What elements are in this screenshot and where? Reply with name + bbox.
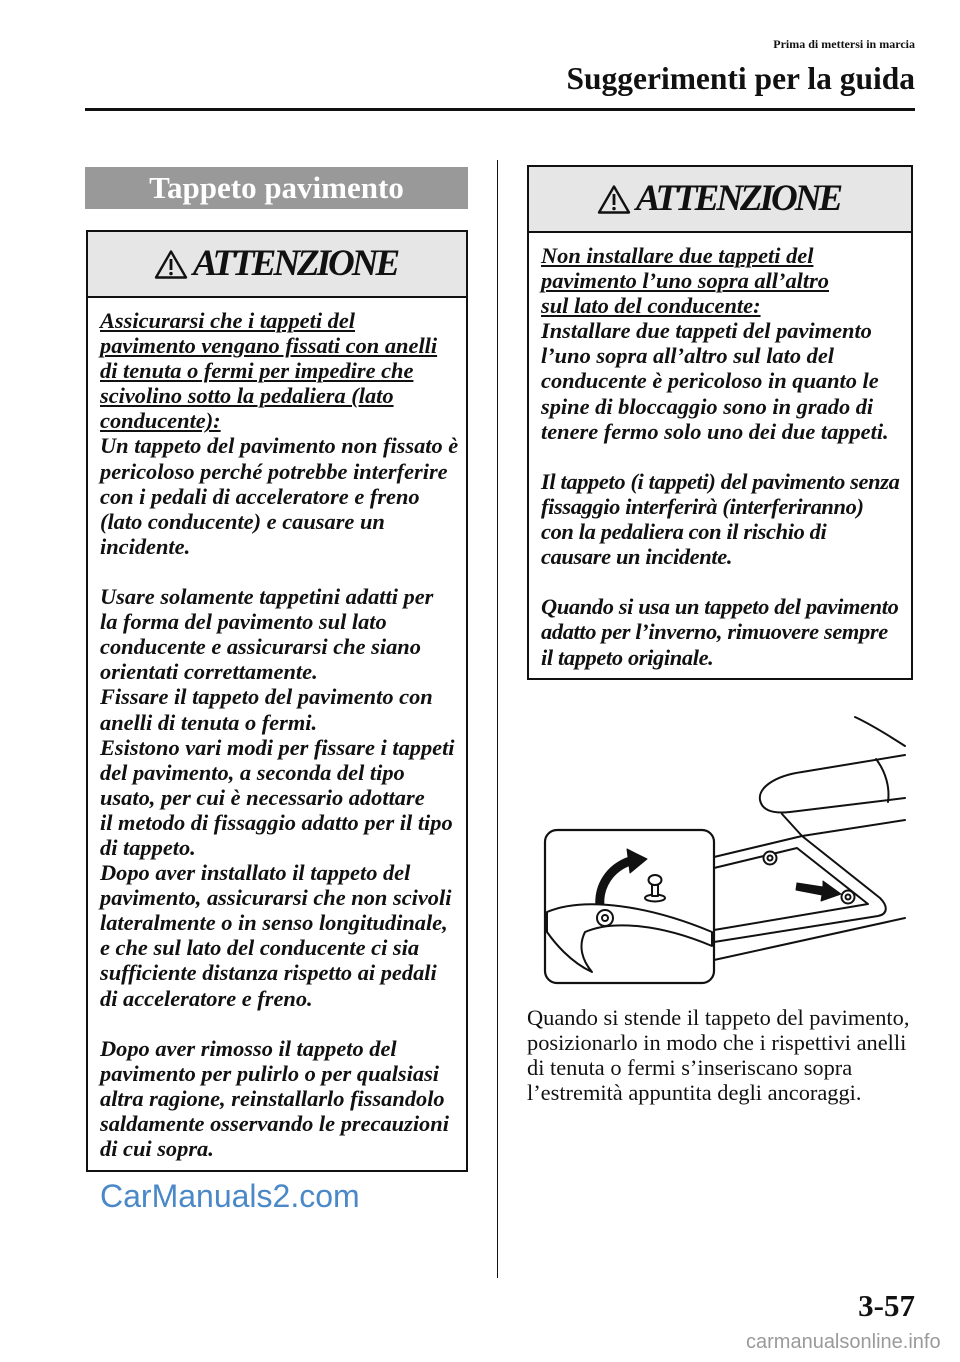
mat-grommet: [597, 910, 613, 926]
warning-subject-line: di tenuta o fermi per impedire che: [100, 358, 414, 384]
warning-title: ATTENZIONE: [192, 243, 398, 284]
warning-paragraph: [100, 308, 466, 559]
warning-text-line: fissaggio interferirà (interferiranno): [541, 493, 864, 519]
warning-text-line: pericoloso perché potrebbe interferire: [100, 458, 448, 484]
warning-text-line: spine di bloccaggio sono in grado di: [541, 393, 874, 419]
warning-subject-line: Non installare due tappeti del: [541, 243, 814, 268]
warning-paragraph: [100, 1036, 466, 1161]
warning-text-line: di tappeto.: [100, 834, 196, 860]
warning-text-line: anelli di tenuta o fermi.: [100, 709, 318, 735]
warning-text-line: tenere fermo solo uno dei due tappeti.: [541, 418, 889, 444]
caption-line: l’estremità appuntita degli ancoraggi.: [527, 1080, 862, 1106]
warning-text-line: causare un incidente.: [541, 544, 733, 570]
warning-subject-line: pavimento l’uno sopra all’altro: [541, 268, 829, 294]
warning-paragraph: [541, 594, 911, 669]
footer-site-watermark: carmanualsonline.info: [746, 1331, 941, 1353]
warning-text-line: il metodo di fissaggio adatto per il tipo: [100, 809, 453, 835]
warning-text-line: del pavimento, a seconda del tipo: [100, 759, 405, 785]
warning-text-line: conducente e assicurarsi che siano: [100, 634, 421, 660]
warning-text-line: Dopo aver installato il tappeto del: [100, 860, 411, 886]
warning-text-line: pavimento per pulirlo o per qualsiasi: [100, 1060, 439, 1086]
warning-text-line: con la pedaliera con il rischio di: [541, 519, 827, 545]
warning-text-line: l’uno sopra all’altro sul lato del: [541, 343, 834, 369]
warning-paragraph: [541, 243, 911, 444]
left-warning-box: [86, 230, 468, 1172]
caption-line: Quando si stende il tappeto del pavimento,: [527, 1005, 910, 1030]
warning-text-line: lateralmente o in senso longitudinale,: [100, 910, 448, 936]
page-number: 3-57: [858, 1288, 915, 1323]
warning-subject-line: conducente):: [100, 408, 221, 434]
warning-title: ATTENZIONE: [635, 178, 841, 219]
warning-text-line: usato, per cui è necessario adottare: [100, 784, 425, 810]
warning-body: [529, 233, 911, 670]
warning-text-line: adatto per l’inverno, rimuovere sempre: [541, 619, 888, 645]
warning-text-line: sufficiente distanza rispetto ai pedali: [100, 960, 437, 986]
warning-text-line: Dopo aver rimosso il tappeto del: [100, 1035, 397, 1061]
floor-mat-illustration: [540, 710, 910, 990]
warning-text-line: saldamente osservando le precauzioni: [100, 1111, 449, 1136]
warning-text-line: incidente.: [100, 533, 191, 559]
column-divider: [497, 160, 498, 1278]
warning-text-line: Un tappeto del pavimento non fissato è: [100, 433, 459, 459]
warning-text-line: Usare solamente tappetini adatti per: [100, 584, 434, 610]
warning-text-line: Quando si usa un tappeto del pavimento: [541, 594, 899, 620]
warning-text-line: Esistono vari modi per fissare i tappeti: [100, 734, 455, 760]
warning-text-line: altra ragione, reinstallarlo fissandolo: [100, 1085, 445, 1111]
page-title: Suggerimenti per la guida: [566, 61, 915, 96]
warning-text-line: pavimento, assicurarsi che non scivoli: [100, 885, 452, 911]
caption-line: di tenuta o fermi s’inseriscano sopra: [527, 1055, 853, 1081]
warning-triangle-icon: [597, 184, 631, 215]
mat-grommet: [842, 891, 855, 904]
warning-text-line: con i pedali di acceleratore e freno: [100, 483, 420, 509]
watermark-text: CarManuals2.com: [100, 1178, 360, 1214]
warning-text-line: Installare due tappeti del pavimento: [541, 318, 872, 344]
warning-text-line: Il tappeto (i tappeti) del pavimento senza: [541, 468, 900, 494]
illustration-caption: [527, 1005, 909, 1105]
warning-text-line: il tappeto originale.: [541, 644, 714, 670]
warning-body: [88, 298, 466, 1161]
seat-drawing: [760, 717, 905, 836]
warning-paragraph: [541, 469, 911, 569]
warning-subject-line: Assicurarsi che i tappeti del: [100, 308, 356, 333]
warning-text-line: conducente è pericoloso in quanto le: [541, 368, 879, 394]
warning-text-line: Fissare il tappeto del pavimento con: [100, 684, 433, 710]
anchor-detail-inset: [545, 830, 714, 983]
warning-subject-line: pavimento vengano fissati con anelli: [100, 333, 438, 359]
warning-subject-line: sul lato del conducente:: [541, 293, 761, 319]
warning-text-line: orientati correttamente.: [100, 659, 318, 685]
mat-grommet: [764, 852, 777, 865]
warning-header: [529, 167, 911, 233]
chapter-label: Prima di mettersi in marcia: [773, 37, 915, 51]
warning-text-line: (lato conducente) e causare un: [100, 508, 385, 534]
warning-header: [88, 232, 466, 298]
caption-line: posizionarlo in modo che i rispettivi anelli: [527, 1030, 907, 1056]
topic-banner: Tappeto pavimento: [85, 167, 468, 209]
warning-paragraph: [100, 584, 466, 1011]
warning-text-line: di cui sopra.: [100, 1136, 214, 1162]
header-rule: [85, 108, 915, 111]
right-warning-box: [527, 165, 913, 680]
warning-text-line: la forma del pavimento sul lato: [100, 609, 387, 635]
warning-text-line: di acceleratore e freno.: [100, 985, 313, 1011]
warning-triangle-icon: [154, 249, 188, 280]
floor-mat-drawing: [714, 836, 905, 960]
warning-text-line: e che sul lato del conducente ci sia: [100, 935, 420, 961]
warning-subject-line: scivolino sotto la pedaliera (lato: [100, 383, 394, 409]
